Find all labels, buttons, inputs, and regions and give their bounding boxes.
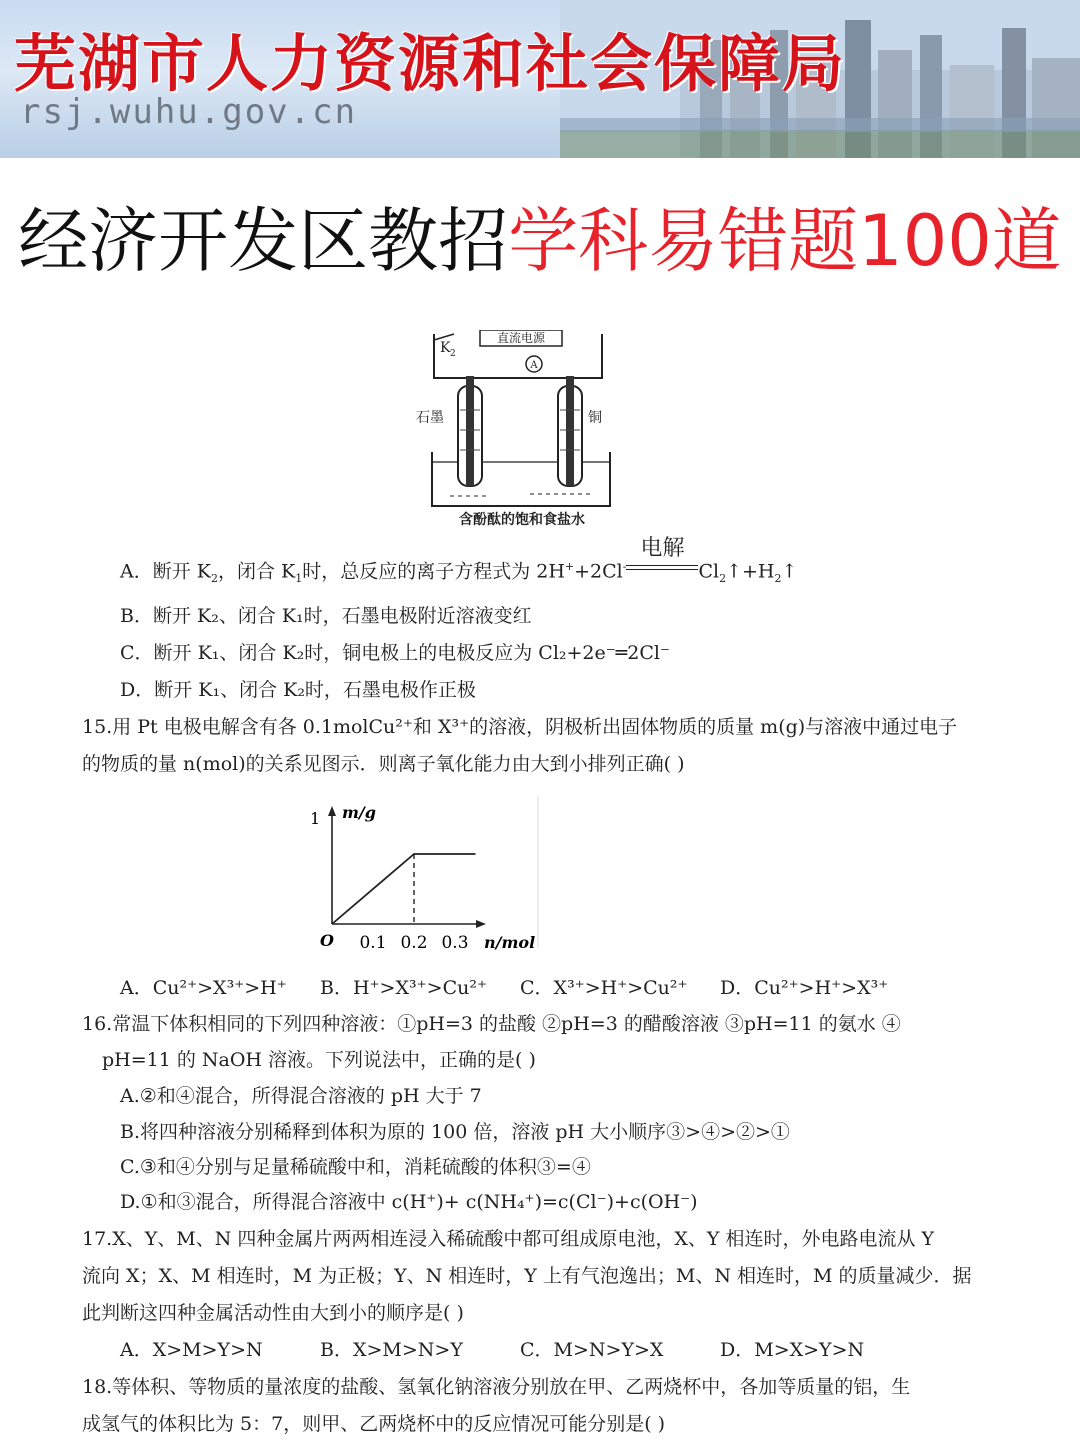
q15-option-c: C．X³⁺>H⁺>Cu²⁺ (520, 977, 688, 999)
q16-option-c: C.③和④分别与足量稀硫酸中和，消耗硫酸的体积③=④ (120, 1156, 591, 1178)
solution-caption: 含酚酞的饱和食盐水 (459, 512, 585, 528)
q15-stem-line1: 15.用 Pt 电极电解含有各 0.1molCu²⁺和 X³⁺的溶液，阴极析出固体物质的质量 m(g)与溶液中通过电子 (82, 716, 958, 738)
header-banner (0, 0, 1080, 158)
title-red-part: 学科易错题100道 (508, 200, 1062, 282)
page-title (0, 196, 1080, 286)
q15-stem-line2: 的物质的量 n(mol)的关系见图示．则离子氧化能力由大到小排列正确( ) (82, 753, 685, 775)
q17-stem-line1: 17.X、Y、M、N 四种金属片两两相连浸入稀硫酸中都可组成原电池，X、Y 相连时，外电路电流从 Y (82, 1228, 935, 1250)
q17-option-a: A．X>M>Y>N (120, 1339, 263, 1361)
copper-label: 铜 (588, 410, 602, 426)
x-tick-label: 0.1 (359, 933, 387, 953)
q17-option-b: B．X>M>N>Y (320, 1339, 463, 1361)
q14-option-b: B．断开 K₂、闭合 K₁时，石墨电极附近溶液变红 (120, 605, 532, 627)
q17-stem-line2: 流向 X；X、M 相连时，M 为正极；Y、N 相连时，Y 上有气泡逸出；M、N 相连时，M 的质量减少．据 (82, 1265, 972, 1287)
electrolysis-diagram (410, 330, 620, 532)
q15-option-a: A．Cu²⁺>X³⁺>H⁺ (120, 977, 287, 999)
svg-text:2: 2 (450, 349, 456, 359)
x-tick-label: 0.3 (441, 933, 469, 953)
q15-option-b: B．H⁺>X³⁺>Cu²⁺ (320, 977, 487, 999)
q16-stem-line1: 16.常温下体积相同的下列四种溶液：①pH=3 的盐酸 ②pH=3 的醋酸溶液 ③pH=11 的氨水 ④ (82, 1013, 901, 1035)
power-source-label: 直流电源 (496, 331, 546, 345)
switch-label: K (440, 340, 451, 356)
q17-stem-line3: 此判断这四种金属活动性由大到小的顺序是( ) (82, 1302, 464, 1324)
svg-text:A: A (530, 360, 538, 371)
q14-option-c: C．断开 K₁、闭合 K₂时，铜电极上的电极反应为 Cl₂+2e⁻═2Cl⁻ (120, 642, 670, 664)
q18-stem-line1: 18.等体积、等物质的量浓度的盐酸、氢氧化钠溶液分别放在甲、乙两烧杯中，各加等质量的铝，生 (82, 1376, 911, 1398)
q17-option-c: C．M>N>Y>X (520, 1339, 664, 1361)
banner-url[interactable]: rsj.wuhu.gov.cn (20, 92, 358, 132)
q14-option-a: A．断开 $K_2$，闭合 $K_1$时，总反应的离子方程式为 2H++2Cl- 电解 $Cl_2↑+H_2↑$ (120, 536, 798, 586)
q18-stem-line2: 成氢气的体积比为 5：7，则甲、乙两烧杯中的反应情况可能分别是( ) (82, 1413, 666, 1435)
x-axis-arrow (476, 920, 486, 928)
q16-option-b: B.将四种溶液分别稀释到体积为原的 100 倍，溶液 pH 大小顺序③>④>②>① (120, 1121, 790, 1143)
mass-vs-electron-chart (300, 790, 550, 960)
x-axis-label: n/mol (484, 933, 536, 952)
y-axis-arrow (328, 806, 336, 816)
graphite-label: 石墨 (416, 410, 444, 426)
q16-option-a: A.②和④混合，所得混合溶液的 pH 大于 7 (120, 1085, 482, 1107)
q17-option-d: D．M>X>Y>N (720, 1339, 865, 1361)
q16-stem-line2: pH=11 的 NaOH 溶液。下列说法中，正确的是( ) (102, 1049, 536, 1071)
origin-label: O (320, 931, 334, 950)
series-line-m (332, 854, 476, 924)
banner-title: 芜湖市人力资源和社会保障局 (14, 27, 847, 100)
q14-option-d: D．断开 K₁、闭合 K₂时，石墨电极作正极 (120, 679, 476, 701)
q15-option-d: D．Cu²⁺>H⁺>X³⁺ (720, 977, 889, 999)
title-black-part: 经济开发区教招 (18, 200, 509, 282)
y-axis-label: m/g (342, 803, 376, 822)
y-axis-tick-label: 1 (310, 809, 321, 828)
electrolysis-condition: 电解 (640, 536, 685, 561)
q16-option-d: D.①和③混合，所得混合溶液中 c(H⁺)+ c(NH₄⁺)=c(Cl⁻)+c(OH⁻) (120, 1191, 698, 1213)
x-tick-label: 0.2 (400, 933, 428, 953)
